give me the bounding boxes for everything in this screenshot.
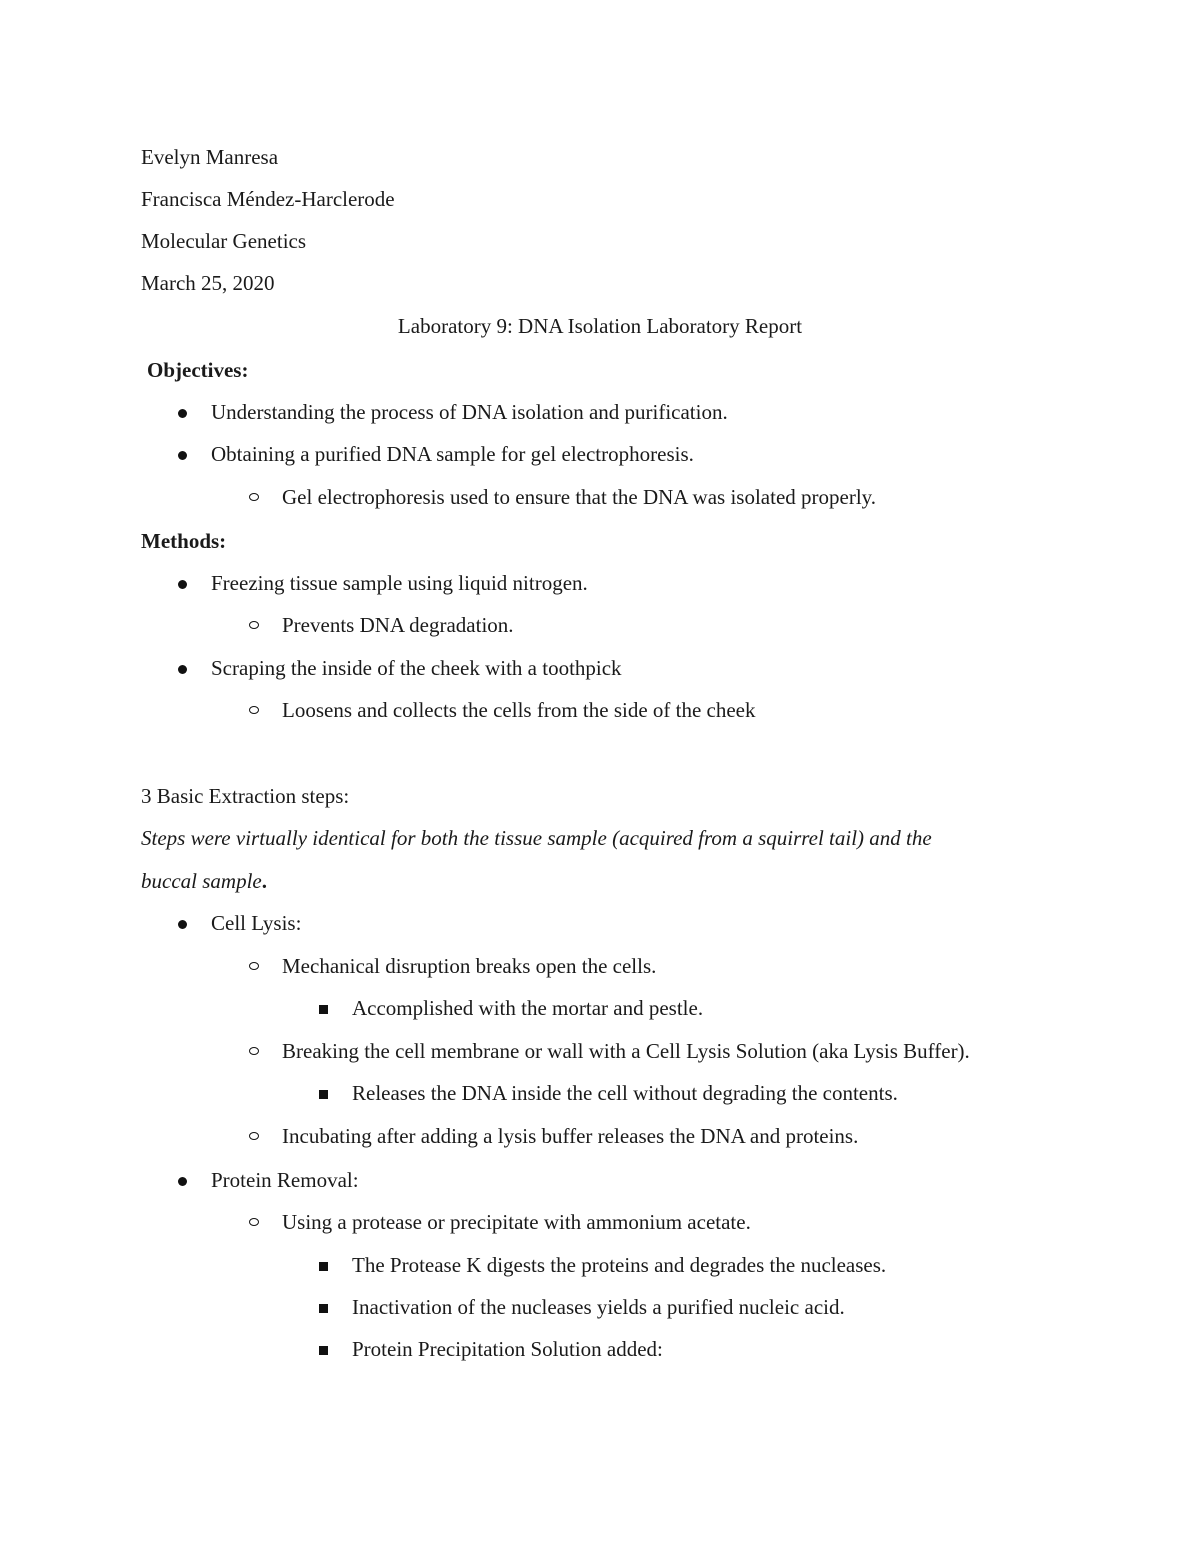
student-name: Evelyn Manresa — [141, 145, 279, 169]
objective-item: Obtaining a purified DNA sample for gel electrophoresis. — [211, 442, 694, 466]
bullet-disc-icon — [178, 409, 187, 418]
objective-item: Understanding the process of DNA isolation and purification. — [211, 400, 728, 424]
extraction-note-period: . — [261, 869, 267, 893]
extraction-detail: The Protease K digests the proteins and degrades the nucleases. — [352, 1253, 887, 1277]
bullet-disc-icon — [178, 920, 187, 929]
method-item: Scraping the inside of the cheek with a toothpick — [211, 656, 622, 680]
instructor-name: Francisca Méndez-Harclerode — [141, 187, 395, 211]
bullet-circle-icon — [249, 1047, 259, 1055]
course-name: Molecular Genetics — [141, 229, 307, 253]
extraction-note-line1: Steps were virtually identical for both the tissue sample (acquired from a squirrel tail) and the — [141, 826, 932, 850]
extraction-detail: Releases the DNA inside the cell without degrading the contents. — [352, 1081, 898, 1105]
extraction-step: Protein Removal: — [211, 1168, 359, 1192]
extraction-substep: Incubating after adding a lysis buffer releases the DNA and proteins. — [282, 1124, 859, 1148]
method-item: Freezing tissue sample using liquid nitrogen. — [211, 571, 588, 595]
bullet-disc-icon — [178, 451, 187, 460]
extraction-detail: Protein Precipitation Solution added: — [352, 1337, 663, 1361]
bullet-square-icon — [319, 1090, 328, 1099]
method-subitem: Loosens and collects the cells from the side of the cheek — [282, 698, 756, 722]
bullet-square-icon — [319, 1346, 328, 1355]
extraction-heading: 3 Basic Extraction steps: — [141, 784, 350, 808]
extraction-step: Cell Lysis: — [211, 911, 302, 935]
bullet-circle-icon — [249, 1218, 259, 1226]
bullet-disc-icon — [178, 580, 187, 589]
extraction-substep: Breaking the cell membrane or wall with a Cell Lysis Solution (aka Lysis Buffer). — [282, 1039, 970, 1063]
bullet-disc-icon — [178, 665, 187, 674]
bullet-square-icon — [319, 1005, 328, 1014]
extraction-detail: Inactivation of the nucleases yields a purified nucleic acid. — [352, 1295, 845, 1319]
report-date: March 25, 2020 — [141, 271, 275, 295]
bullet-circle-icon — [249, 1132, 259, 1140]
report-title: Laboratory 9: DNA Isolation Laboratory Report — [397, 314, 803, 338]
method-subitem: Prevents DNA degradation. — [282, 613, 514, 637]
methods-heading: Methods: — [141, 529, 227, 553]
objectives-heading: Objectives: — [147, 358, 249, 382]
bullet-circle-icon — [249, 706, 259, 714]
objective-subitem: Gel electrophoresis used to ensure that the DNA was isolated properly. — [282, 485, 877, 509]
extraction-substep: Mechanical disruption breaks open the cells. — [282, 954, 657, 978]
bullet-square-icon — [319, 1262, 328, 1271]
extraction-note-line2 — [141, 871, 267, 892]
extraction-note-text: buccal sample — [141, 869, 262, 893]
bullet-disc-icon — [178, 1177, 187, 1186]
extraction-detail: Accomplished with the mortar and pestle. — [352, 996, 704, 1020]
bullet-square-icon — [319, 1304, 328, 1313]
bullet-circle-icon — [249, 493, 259, 501]
extraction-substep: Using a protease or precipitate with ammonium acetate. — [282, 1210, 751, 1234]
bullet-circle-icon — [249, 962, 259, 970]
bullet-circle-icon — [249, 621, 259, 629]
